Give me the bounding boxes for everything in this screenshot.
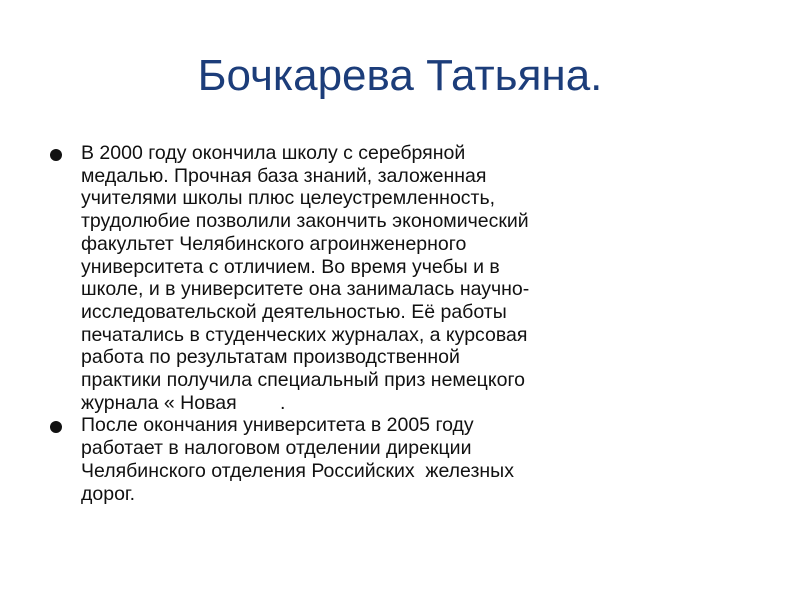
bullet-item-1 bbox=[48, 142, 608, 414]
text-line: дорог. bbox=[81, 482, 136, 505]
bullet-dot-icon bbox=[50, 421, 62, 433]
text-line: учителями школы плюс целеустремленность, bbox=[81, 187, 496, 210]
bullet-text-1 bbox=[81, 142, 608, 414]
slide-title: Бочкарева Татьяна. bbox=[197, 51, 603, 100]
text-line: школе, и в университете она занималась научно- bbox=[81, 278, 530, 301]
text-line: В 2000 году окончила школу с серебряной bbox=[81, 142, 466, 164]
text-line: медалью. Прочная база знаний, заложенная bbox=[81, 164, 487, 187]
text-line: работает в налоговом отделении дирекции bbox=[81, 437, 472, 460]
text-line: печатались в студенческих журналах, а курсовая bbox=[81, 323, 528, 346]
text-line: После окончания университета в 2005 году bbox=[81, 414, 474, 437]
text-line: работа по результатам производственной bbox=[81, 346, 460, 369]
text-line: практики получила специальный приз немецкого bbox=[81, 369, 525, 392]
bullet-item-2 bbox=[48, 414, 608, 505]
text-line: журнала « Новая . bbox=[81, 391, 286, 414]
text-line: исследовательской деятельностью. Её работы bbox=[81, 300, 507, 323]
text-line: факультет Челябинского агроинженерного bbox=[81, 232, 467, 255]
bullet-list bbox=[48, 142, 608, 505]
text-line: трудолюбие позволили закончить экономический bbox=[81, 210, 529, 233]
text-line: университета с отличием. Во время учебы и в bbox=[81, 255, 500, 278]
bullet-dot-icon bbox=[50, 149, 62, 161]
bullet-text-2 bbox=[81, 414, 608, 505]
text-line: Челябинского отделения Российских железных bbox=[81, 459, 514, 482]
